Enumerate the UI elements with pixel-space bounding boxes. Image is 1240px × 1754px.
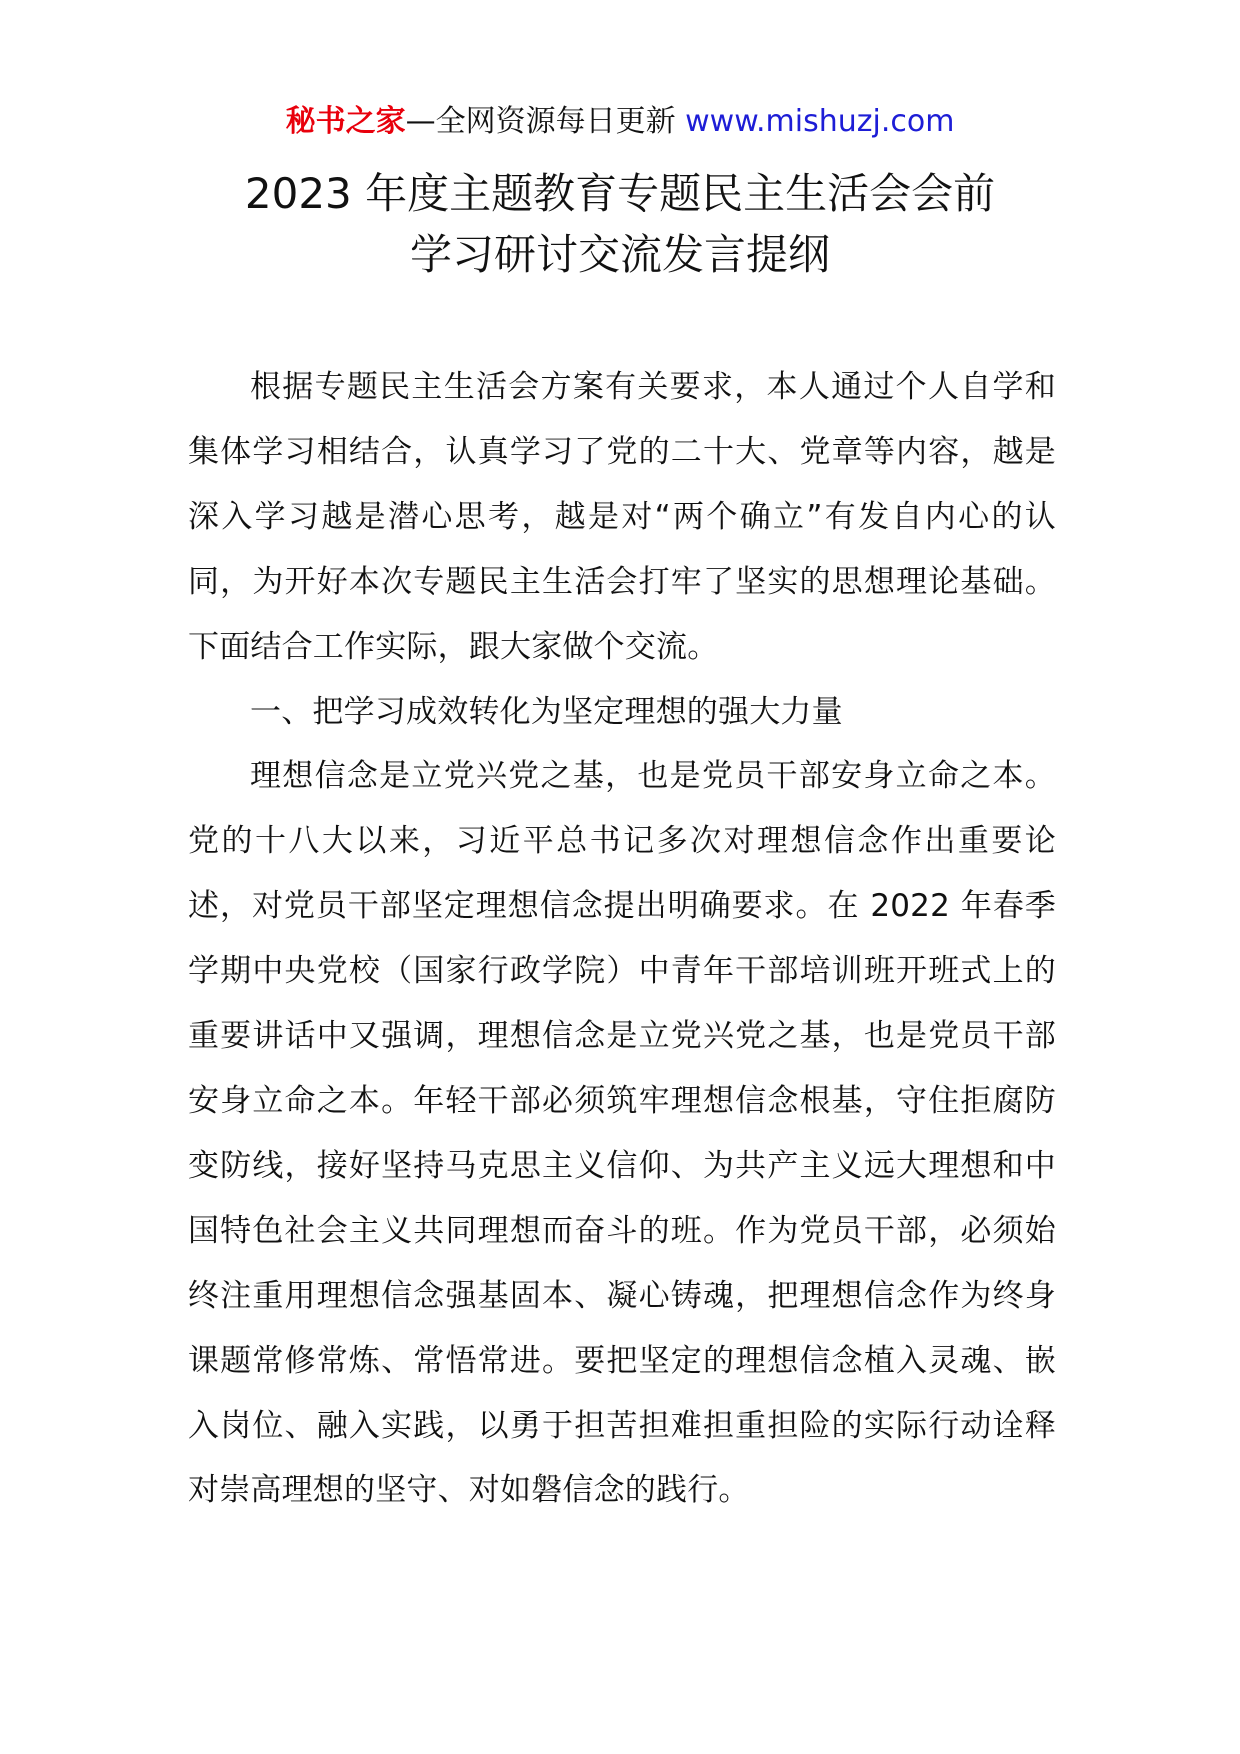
title-line-1: 2023 年度主题教育专题民主生活会会前 [244, 169, 996, 218]
section-heading-1: 一、把学习成效转化为坚定理想的强大力量 [250, 693, 843, 730]
document-title [120, 163, 1120, 285]
section-1-paragraph: 理想信念是立党兴党之基，也是党员干部安身立命之本。党的十八大以来，习近平总书记多次对理想信念作出重要论述，对党员干部坚定理想信念提出明确要求。在 2022 年春季学期中央党校（国家行政学院）中青年干部培训班开班式上的重要讲话中又强调，理想信念是立党兴党之基，也是党员干部安身立命之本。年轻干部必须筑牢理想信念根基，守住拒腐防变防线，接好坚持马克思主义信仰、为共产主义远大理想和中国特色社会主义共同理想而奋斗的班。作为党员干部，必须始终注重用理想信念强基固本、凝心铸魂，把理想信念作为终身课题常修常炼、常悟常进。要把坚定的理想信念植入灵魂、嵌入岗位、融入实践，以勇于担苦担难担重担险的实际行动诠释对崇高理想的坚守、对如磐信念的践行。 [188, 758, 1056, 1509]
brand-name: 秘书之家 [285, 104, 406, 139]
intro-paragraph: 根据专题民主生活会方案有关要求，本人通过个人自学和集体学习相结合，认真学习了党的二十大、党章等内容，越是深入学习越是潜心思考，越是对“两个确立”有发自内心的认同，为开好本次专题民主生活会打牢了坚实的思想理论基础。下面结合工作实际，跟大家做个交流。 [188, 369, 1056, 665]
header-tagline: —全网资源每日更新 [405, 104, 686, 139]
title-line-2: 学习研讨交流发言提纲 [409, 230, 830, 279]
website-url: www.mishuzj.com [685, 104, 955, 139]
watermark-header [0, 100, 1240, 144]
document-body [188, 355, 1056, 1523]
